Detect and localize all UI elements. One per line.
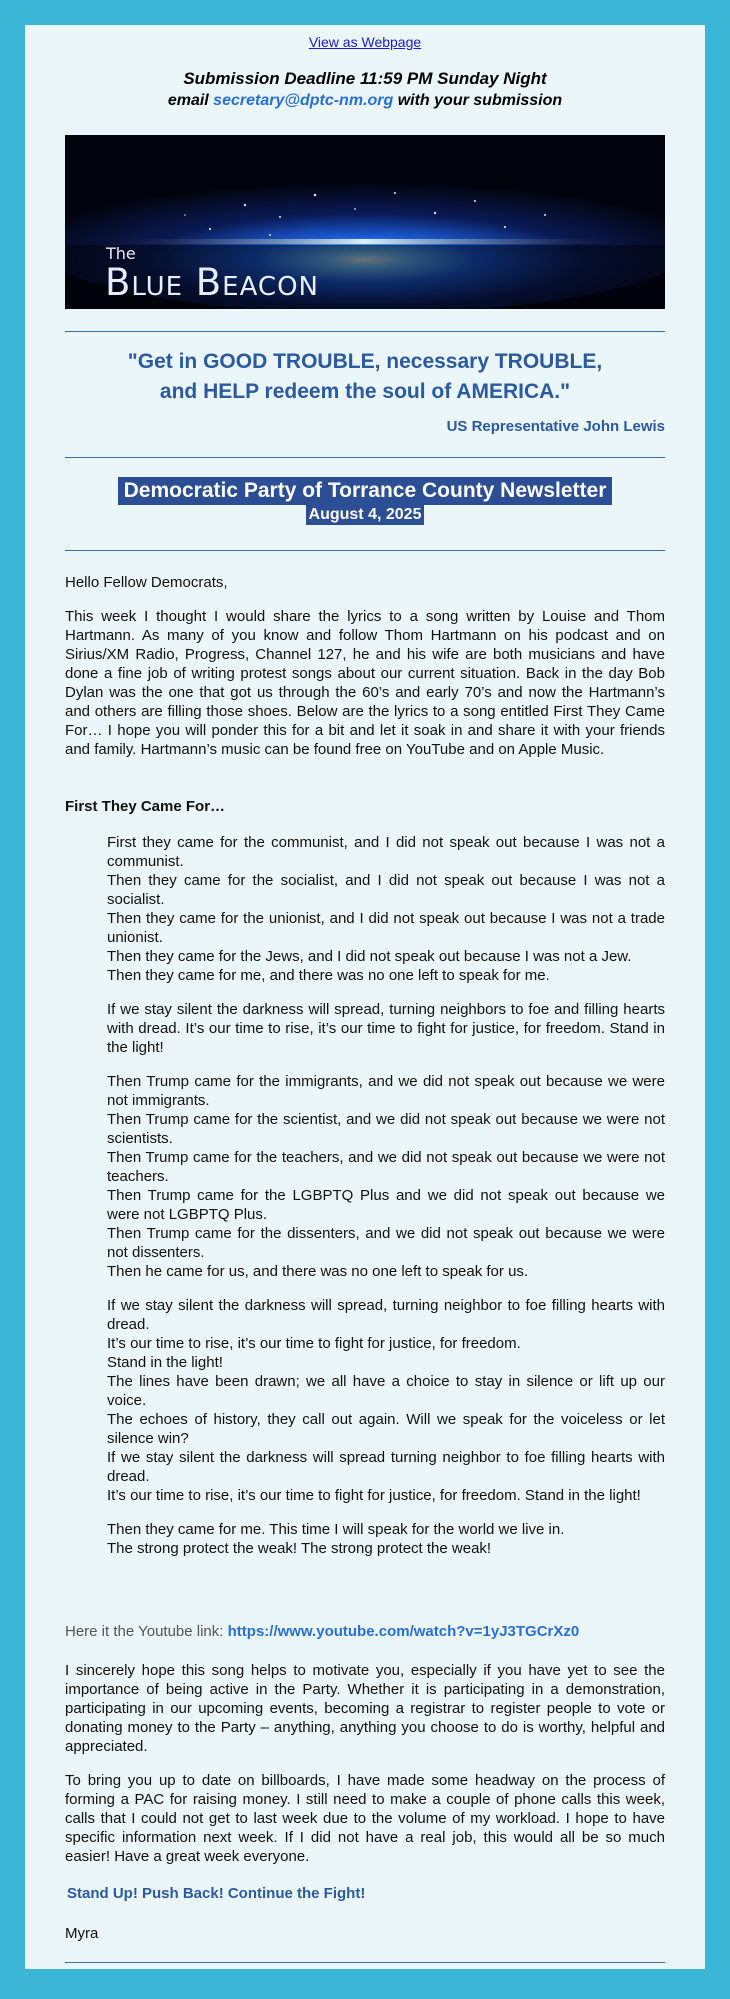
- song-lyrics: [107, 833, 665, 1573]
- john-lewis-quote: [25, 347, 705, 407]
- lyric-line: First they came for the communist, and I did not speak out because I was not a communist.: [107, 834, 665, 870]
- banner-title-text: Blue Beacon: [105, 261, 320, 304]
- newsletter-date-wrap: [25, 504, 705, 525]
- quote-line-2: and HELP redeem the soul of AMERICA.": [159, 380, 571, 403]
- submission-deadline: Submission Deadline 11:59 PM Sunday Night: [183, 69, 547, 88]
- lyric-line: The strong protect the weak! The strong protect the weak!: [107, 1540, 492, 1557]
- lyric-line: Then they came for the unionist, and I did not speak out because I was not a trade unionist.: [107, 910, 665, 946]
- lyric-line: If we stay silent the darkness will spread, turning neighbor to foe filling hearts with dread.: [107, 1297, 665, 1333]
- lyric-line: Then Trump came for the LGBPTQ Plus and we did not speak out because we were not LGBPTQ Plus.: [107, 1187, 665, 1223]
- billboards-paragraph: To bring you up to date on billboards, I have made some headway on the process of forming a PAC for raising money. I still need to make a couple of phone calls this week, calls that I could not get to last week due to the volume of my workload. I hope to have specific information next week. If I did not have a real job, this would all be so much easier! Have a great week everyone.: [65, 1772, 665, 1865]
- banner-glow-image: [65, 135, 665, 309]
- signature: Myra: [65, 1925, 99, 1942]
- youtube-link[interactable]: https://www.youtube.com/watch?v=1yJ3TGCrXz0: [227, 1623, 580, 1640]
- lyric-line: Then they came for me. This time I will speak for the world we live in.: [107, 1521, 565, 1538]
- divider: [65, 331, 665, 332]
- lyric-stanza: [107, 1296, 665, 1505]
- lyric-stanza: [107, 833, 665, 985]
- lyric-line: Then Trump came for the immigrants, and we did not speak out because we were not immigrants.: [107, 1073, 665, 1109]
- greeting: Hello Fellow Democrats,: [65, 574, 228, 591]
- newsletter-title-wrap: [25, 477, 705, 505]
- banner-the-text: The: [106, 244, 136, 263]
- lyric-line: Then Trump came for the dissenters, and we did not speak out because we were not dissenters.: [107, 1225, 665, 1261]
- blue-beacon-banner: [65, 135, 665, 309]
- lyric-line: It’s our time to rise, it’s our time to fight for justice, for freedom. Stand in the light!: [107, 1487, 641, 1504]
- lyric-line: Then he came for us, and there was no one left to speak for us.: [107, 1263, 529, 1280]
- email-prefix: email: [167, 92, 214, 109]
- intro-paragraph: This week I thought I would share the lyrics to a song written by Louise and Thom Hartmann. As many of you know and follow Thom Hartmann on his podcast and on Sirius/XM Radio, Progress, Channel 127, he and his wife are both musicians and have done a fine job of writing protest songs about our current situation. Back in the day Bob Dylan was the one that got us through the 60’s and early 70’s and now the Hartmann’s and others are filling those shoes. Below are the lyrics to a song entitled First They Came For… I hope you will ponder this for a bit and let it soak in and share it with your friends and family. Hartmann’s music can be found free on YouTube and on Apple Music.: [65, 608, 665, 758]
- lyric-line: Then they came for me, and there was no one left to speak for me.: [107, 967, 550, 984]
- motivation-paragraph: I sincerely hope this song helps to motivate you, especially if you have yet to see the importance of being active in the Party. Whether it is participating in a demonstration, participating in our upcoming events, becoming a registrar to register people to vote or donating money to the Party – anything, anything you choose to do is worthy, helpful and appreciated.: [65, 1662, 665, 1755]
- divider: [65, 1962, 665, 1963]
- lyric-stanza: [107, 1520, 665, 1558]
- lyric-line: If we stay silent the darkness will spread, turning neighbors to foe and filling hearts with dread. It’s our time to rise, it’s our time to fight for justice, for freedom. Stand in the light!: [107, 1001, 665, 1056]
- lyric-line: Then they came for the socialist, and I did not speak out because I was not a socialist.: [107, 872, 665, 908]
- youtube-line: [65, 1623, 665, 1640]
- quote-line-1: "Get in GOOD TROUBLE, necessary TROUBLE,: [127, 350, 603, 373]
- divider: [65, 457, 665, 458]
- quote-attribution: US Representative John Lewis: [446, 418, 665, 435]
- email-body: [25, 25, 705, 1969]
- lyric-line: The lines have been drawn; we all have a choice to stay in silence or lift up our voice.: [107, 1373, 665, 1409]
- email-address-link[interactable]: secretary@dptc-nm.org: [213, 92, 394, 109]
- closing-slogan: Stand Up! Push Back! Continue the Fight!: [67, 1885, 366, 1902]
- youtube-prefix: Here it the Youtube link:: [65, 1623, 228, 1640]
- song-title: First They Came For…: [65, 798, 226, 815]
- newsletter-date: August 4, 2025: [306, 504, 425, 525]
- view-as-webpage-link[interactable]: View as Webpage: [308, 34, 422, 50]
- lyric-line: Stand in the light!: [107, 1354, 223, 1371]
- lyric-line: It’s our time to rise, it’s our time to fight for justice, for freedom.: [107, 1335, 521, 1352]
- lyric-stanza: [107, 1000, 665, 1057]
- lyric-stanza: [107, 1072, 665, 1281]
- lyric-line: Then Trump came for the scientist, and we did not speak out because we were not scientists.: [107, 1111, 665, 1147]
- lyric-line: The echoes of history, they call out again. Will we speak for the voiceless or let silence win?: [107, 1411, 665, 1447]
- divider: [65, 550, 665, 551]
- email-suffix: with your submission: [393, 92, 563, 109]
- submission-email-line: [25, 92, 705, 110]
- lyric-line: Then they came for the Jews, and I did not speak out because I was not a Jew.: [107, 948, 632, 965]
- lyric-line: Then Trump came for the teachers, and we did not speak out because we were not teachers.: [107, 1149, 665, 1185]
- newsletter-title: Democratic Party of Torrance County Newsletter: [118, 477, 613, 505]
- lyric-line: If we stay silent the darkness will spread turning neighbor to foe filling hearts with dread.: [107, 1449, 665, 1485]
